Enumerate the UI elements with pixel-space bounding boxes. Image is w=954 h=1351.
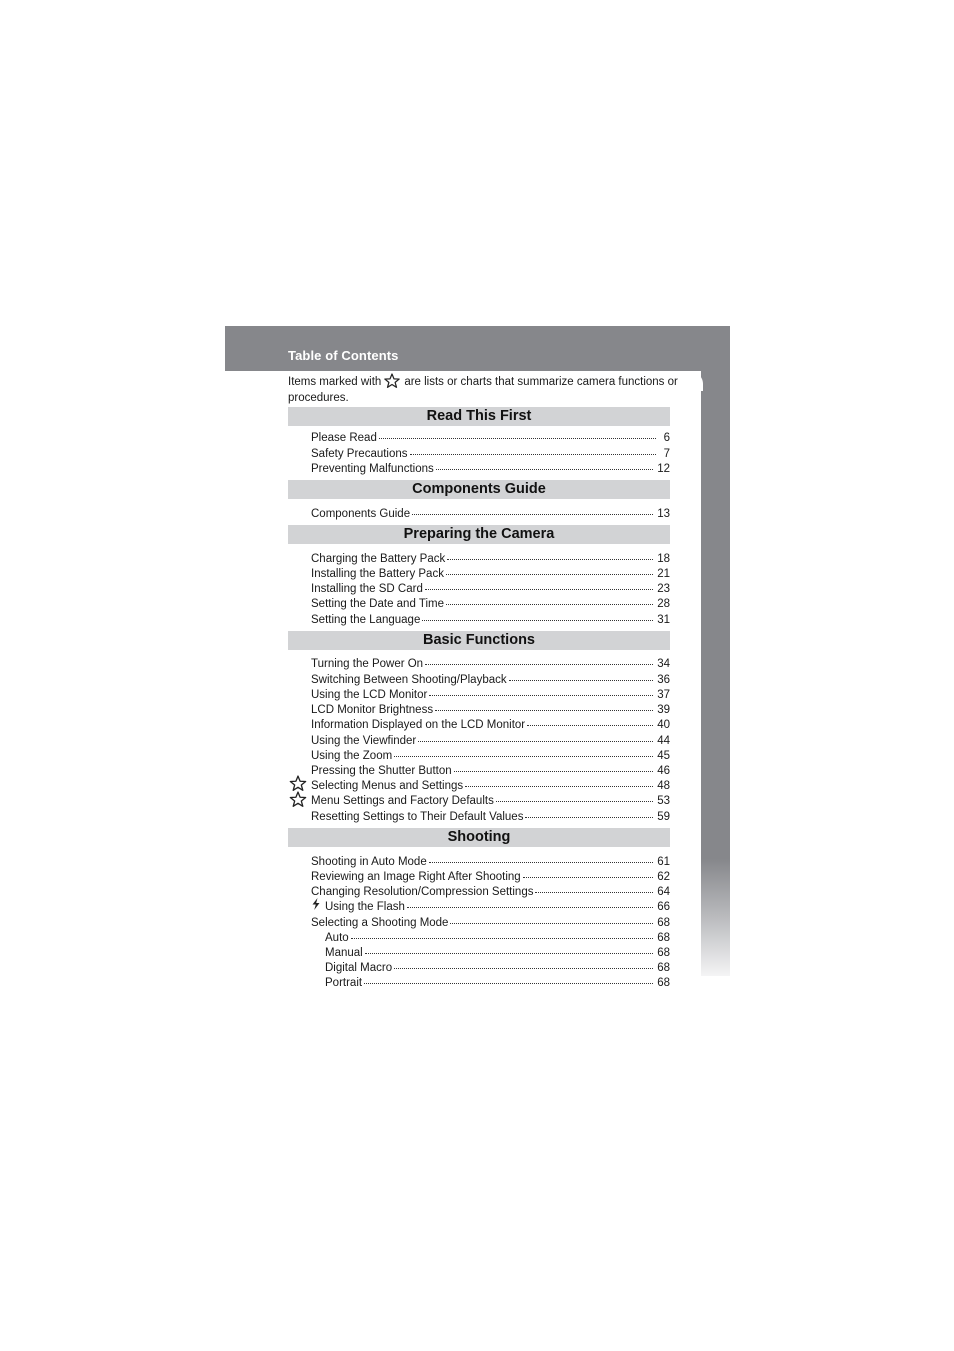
toc-entry-label: Turning the Power On [311,658,424,670]
toc-entry-page: 37 [657,689,670,701]
leader-dots [429,684,653,696]
toc-entry-page: 36 [657,674,670,686]
toc-entry-page: 62 [657,871,670,883]
toc-entry-page: 66 [657,901,670,913]
toc-entry-label: Selecting Menus and Settings [311,780,464,792]
toc-entry-page: 18 [657,553,670,565]
toc-entry-page: 31 [657,614,670,626]
leader-dots [525,806,653,818]
toc-entry-label: Menu Settings and Factory Defaults [311,795,494,807]
leader-dots [418,730,653,742]
toc-entry-label: Using the LCD Monitor [311,689,428,701]
intro-text-before: Items marked with [288,376,382,388]
leader-dots [446,593,653,605]
toc-entry-label: Installing the SD Card [311,583,423,595]
leader-dots [410,443,656,455]
toc-entry-label: Installing the Battery Pack [311,568,444,580]
leader-dots [422,609,653,621]
section-shooting: Shooting [288,828,670,847]
toc-entry-label: Setting the Date and Time [311,598,444,610]
toc-entry[interactable] [311,611,670,626]
leader-dots [446,563,653,575]
toc-entry-label: Digital Macro [325,962,393,974]
leader-dots [496,790,653,802]
toc-entry[interactable] [311,429,670,444]
toc-entry-label: Reviewing an Image Right After Shooting [311,871,521,883]
toc-entry-label: Manual [325,947,363,959]
toc-entry-label: Charging the Battery Pack [311,553,446,565]
section-basic-functions: Basic Functions [288,631,670,650]
toc-entry-label: Selecting a Shooting Mode [311,917,449,929]
toc-entry-label: Using the Flash [325,901,405,913]
toc-entry-page: 48 [657,780,670,792]
toc-entry-page: 40 [657,719,670,731]
toc-entry-page: 68 [657,962,670,974]
toc-entry-label: Safety Precautions [311,448,408,460]
leader-dots [535,881,653,893]
toc-entry-label: Components Guide [311,508,411,520]
toc-entry-label: Using the Zoom [311,750,393,762]
toc-entry-label: Resetting Settings to Their Default Values [311,811,524,823]
toc-entry-page: 68 [657,932,670,944]
toc-entry-page: 28 [657,598,670,610]
star-icon [289,791,307,807]
leader-dots [454,760,654,772]
leader-dots [425,653,653,665]
toc-entry-page: 68 [657,977,670,989]
toc-entry-page: 61 [657,856,670,868]
toc-entry-label: Preventing Malfunctions [311,463,434,475]
toc-entry-page: 64 [657,886,670,898]
leader-dots [394,957,653,969]
toc-entry-label: Shooting in Auto Mode [311,856,427,868]
toc-entry-page: 12 [657,463,670,475]
toc-entry[interactable] [311,808,670,823]
toc-entry-label: Setting the Language [311,614,421,626]
toc-entry-label: Switching Between Shooting/Playback [311,674,507,686]
intro-text-after: are lists or charts that summarize camera functions or procedures. [288,376,678,404]
toc-entry-page: 39 [657,704,670,716]
toc-entry-page: 45 [657,750,670,762]
toc-subentry[interactable] [325,974,670,989]
toc-entry-label: Using the Viewfinder [311,735,417,747]
toc-entry-label: Changing Resolution/Compression Settings [311,886,534,898]
toc-entry-page: 44 [657,735,670,747]
toc-entry-label: Pressing the Shutter Button [311,765,452,777]
toc-entry-label: LCD Monitor Brightness [311,704,434,716]
leader-dots [435,699,653,711]
leader-dots [527,714,653,726]
toc-entry-page: 13 [657,508,670,520]
toc-entry[interactable] [311,898,670,913]
toc-entry-page: 46 [657,765,670,777]
toc-entry-page: 21 [657,568,670,580]
toc-entry-page: 68 [657,917,670,929]
toc-entry[interactable] [311,655,670,670]
page-title: Table of Contents [288,348,399,363]
toc-entry-page: 23 [657,583,670,595]
leader-dots [447,548,653,560]
star-icon [383,373,401,388]
toc-entry[interactable] [311,505,670,520]
flash-icon [311,898,321,910]
toc-entry-page: 6 [663,432,670,444]
star-icon [289,775,307,791]
toc-entry-label: Auto [325,932,349,944]
toc-entry-label: Information Displayed on the LCD Monitor [311,719,526,731]
leader-dots [379,427,656,439]
toc-entry[interactable] [311,792,670,807]
section-components-guide: Components Guide [288,480,670,499]
leader-dots [394,745,653,757]
leader-dots [465,775,653,787]
leader-dots [436,458,653,470]
leader-dots [365,942,653,954]
leader-dots [425,578,653,590]
leader-dots [450,912,653,924]
leader-dots [429,851,653,863]
intro-text [288,373,678,406]
side-tab-bar [701,326,730,976]
toc-entry-page: 34 [657,658,670,670]
leader-dots [523,866,654,878]
toc-entry[interactable] [311,460,670,475]
leader-dots [364,972,653,984]
section-read-this-first: Read This First [288,407,670,426]
leader-dots [407,896,653,908]
toc-entry-page: 68 [657,947,670,959]
toc-entry[interactable] [311,595,670,610]
toc-entry-page: 7 [663,448,670,460]
toc-entry-label: Portrait [325,977,363,989]
toc-entry-label: Please Read [311,432,377,444]
toc-entry[interactable] [311,716,670,731]
leader-dots [412,503,653,515]
section-preparing-the-camera: Preparing the Camera [288,525,670,544]
leader-dots [351,927,654,939]
leader-dots [509,669,654,681]
toc-entry-page: 53 [657,795,670,807]
toc-entry-page: 59 [657,811,670,823]
